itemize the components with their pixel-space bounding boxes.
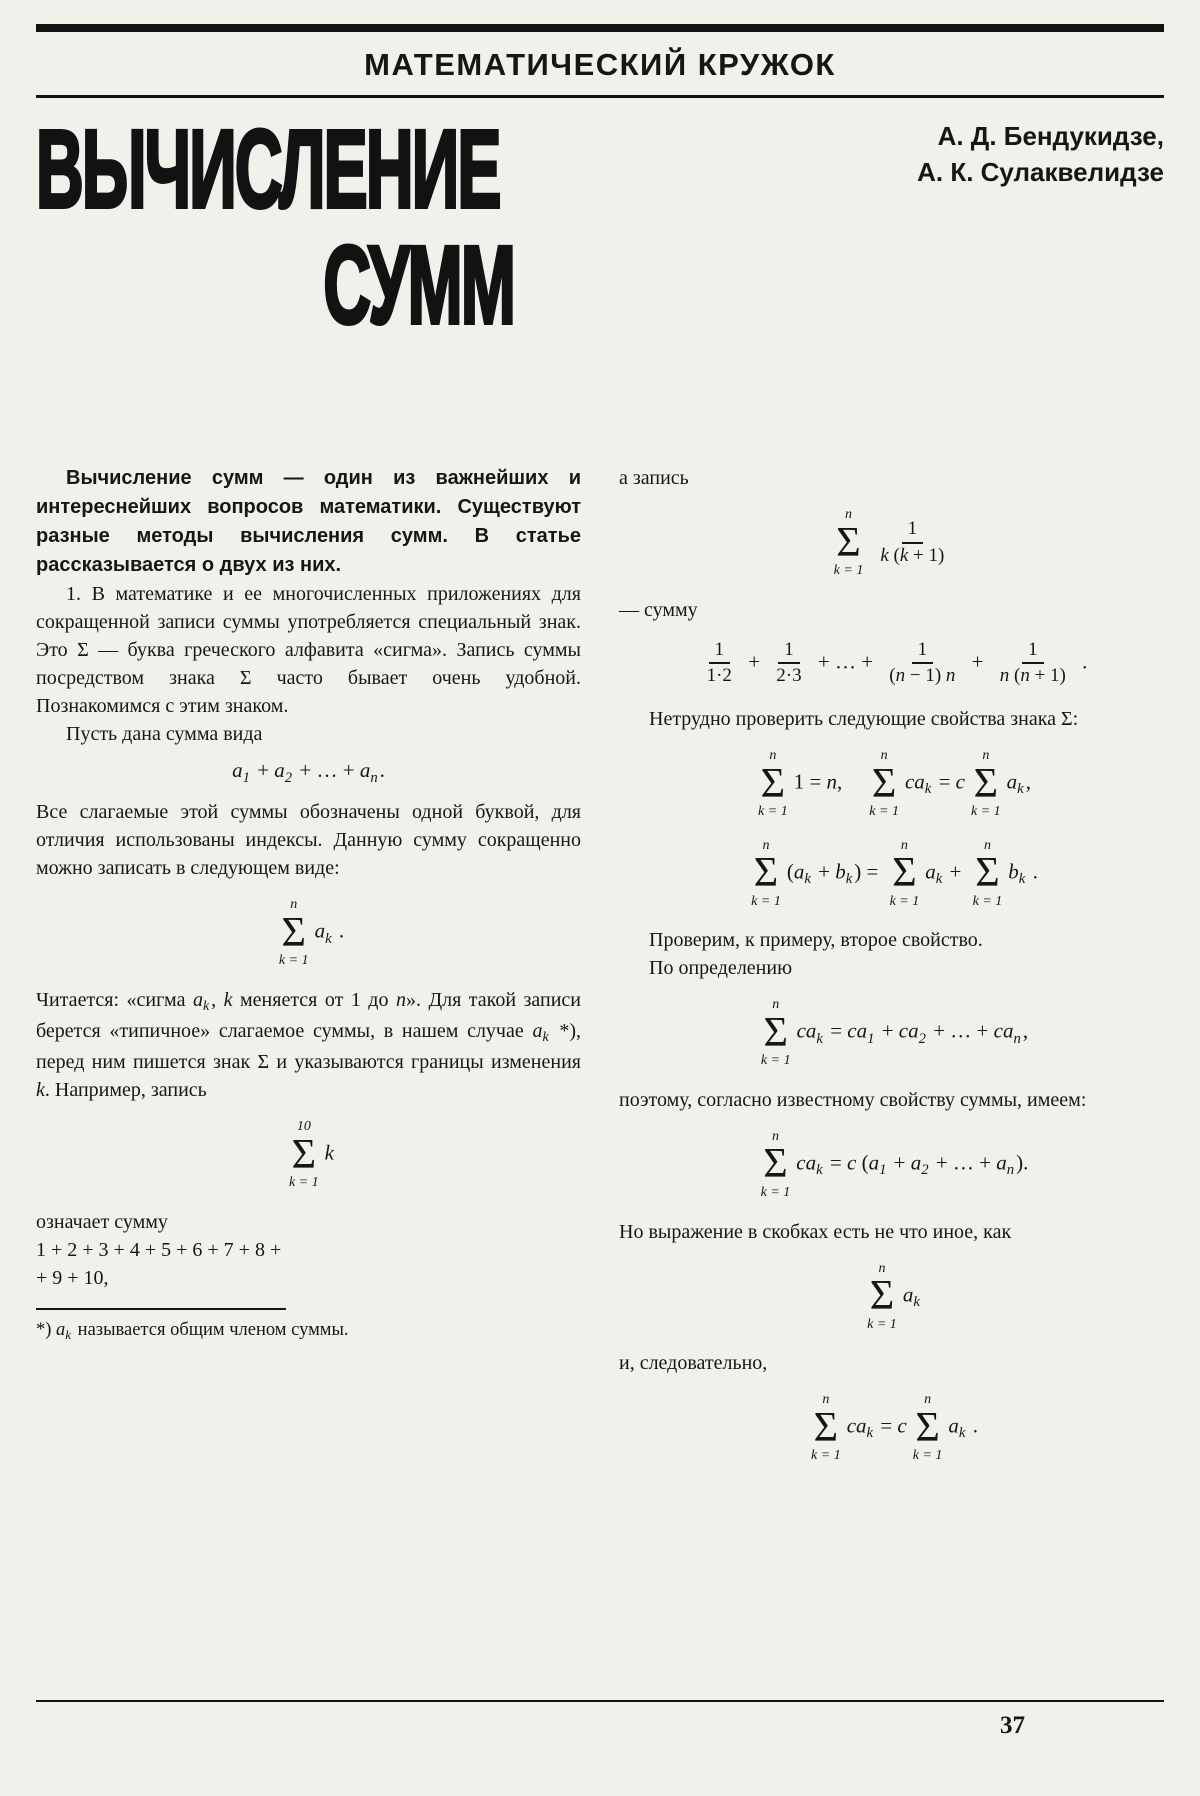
paragraph-how-to-read: Читается: «сигма $a_k$ , k меняется от 1 до n». Для такой записи берется «типичное» слагаемое суммы, в нашем случае $a_k$ *), перед ним пишется знак Σ и указываются границы изменения k. Например, запись <box>36 988 581 1102</box>
authors <box>917 112 1164 191</box>
formula-final: n Σ k = 1 $ca_k = c$ n Σ k = 1 $a_k$ . <box>811 1392 978 1464</box>
article-body <box>36 464 1164 1481</box>
article-title <box>36 108 514 347</box>
article-title-line2: СУММ <box>323 223 514 347</box>
paragraph-consequently: и, следовательно, <box>619 1352 768 1375</box>
footnote: *) $a_k$ называется общим членом суммы. <box>36 1319 349 1342</box>
top-thick-rule <box>36 24 1164 32</box>
right-column <box>619 464 1164 1481</box>
formula-properties-2: n Σ k = 1 $(a_k + b_k)$ = n Σ k = 1 $a_k$ + n Σ k = 1 $b_k$ . <box>751 837 1038 909</box>
formula-sigma-fraction: n Σ k = 1 $\frac{1}{k (k + 1)}$ <box>833 507 945 579</box>
formula-sigma-a-k-plain: n Σ k = 1 $a_k$ <box>867 1260 920 1332</box>
formula-general-sum: $a_1 + a_2$ + … + $a_n$. <box>232 758 385 786</box>
paragraph-and-notation: а запись <box>619 467 689 489</box>
paragraph-expression-in-brackets: Но выражение в скобках есть не что иное, как <box>619 1220 1012 1243</box>
formula-properties-1: n Σ k = 1 1 = n, n Σ k = 1 $ca_k = c$ n Σ k = 1 $a_k$, <box>758 748 1031 820</box>
author-1: А. Д. Бендукидзе, <box>937 121 1164 151</box>
formula-constant-property: n Σ k = 1 $ca_k = c$ ($a_1 + a_2$ + … + $a_n$). <box>760 1128 1029 1200</box>
paragraph-index-notation: Все слагаемые этой суммы обозначены одной буквой, для отличия использованы индексы. Данную сумму сокращенно можно записать в следующем виде: <box>36 801 581 880</box>
header-divider-rule <box>36 95 1164 98</box>
page-number: 37 <box>1000 1712 1025 1739</box>
paragraph-properties-intro: Нетрудно проверить следующие свойства знака Σ: <box>649 708 1079 730</box>
paragraph-sum-of-form: Пусть дана сумма вида <box>66 723 263 745</box>
paragraph-therefore: поэтому, согласно известному свойству суммы, имеем: <box>619 1088 1087 1111</box>
paragraph-dash-sum: — сумму <box>619 598 698 621</box>
paragraph-sigma-intro: 1. В математике и ее многочисленных приложениях для сокращенной записи суммы употребляется специальный знак. Это Σ — буква греческого алфавита «сигма». Запись суммы посредством знака Σ часто бывает очень удобной. Познакомимся с этим знаком. <box>36 583 581 717</box>
section-header: МАТЕМАТИЧЕСКИЙ КРУЖОК <box>364 47 836 82</box>
footnote-divider <box>36 1308 286 1310</box>
left-column <box>36 464 581 1481</box>
formula-definition: n Σ k = 1 $ca_k = ca_1 + ca_2$ + … + $ca_n$, <box>760 997 1029 1069</box>
lead-paragraph: Вычисление сумм — один из важнейших и интереснейших вопросов математики. Существуют разные методы вычисления сумм. В статье рассказывается о двух из них. <box>36 467 581 576</box>
author-2: А. К. Сулаквелидзе <box>917 157 1164 188</box>
bottom-rule <box>36 1700 1164 1702</box>
paragraph-means-sum: означает сумму <box>36 1210 168 1233</box>
sum-expansion-line1: 1 + 2 + 3 + 4 + 5 + 6 + 7 + 8 + <box>36 1238 282 1261</box>
formula-fraction-series: $\frac{1}{1\cdot 2}$ + $\frac{1}{2\cdot 3}$ + … + $\frac{1}{(n - 1) n}$ + $\frac{1}{n (n + 1)}$ . <box>706 638 1088 687</box>
title-block <box>36 108 1164 464</box>
formula-sigma-a-k: n Σ k = 1 $a_k$ . <box>278 897 345 969</box>
paragraph-check-second: Проверим, к примеру, второе свойство. <box>649 929 983 952</box>
article-title-line1: ВЫЧИСЛЕНИЕ <box>36 108 500 231</box>
paragraph-by-definition: По определению <box>649 957 793 980</box>
formula-sigma-k-1-10: 10 Σ k = 1 k <box>289 1119 334 1191</box>
sum-expansion-line2: + 9 + 10, <box>36 1266 109 1289</box>
